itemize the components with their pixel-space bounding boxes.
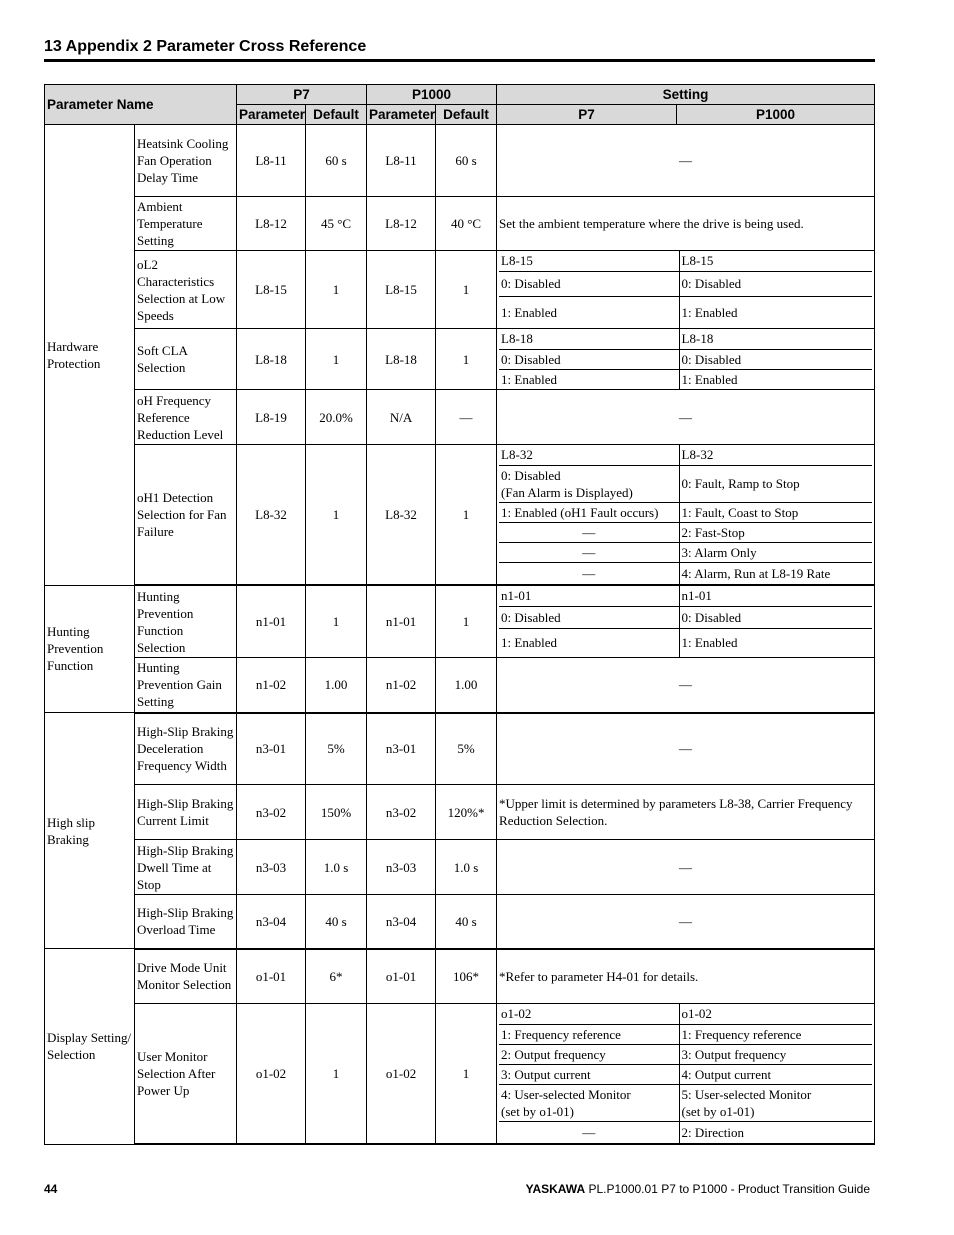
setting-value: — (497, 658, 875, 713)
setting-options (497, 585, 875, 658)
table-row (45, 251, 875, 329)
setting-p1000-value: o1-02 (679, 1004, 872, 1024)
setting-p7-value: 3: Output current (499, 1064, 679, 1084)
table-row (45, 125, 875, 197)
table-row (45, 329, 875, 390)
setting-p1000-value: 3: Alarm Only (679, 542, 872, 562)
p7-default: 5% (306, 713, 367, 785)
header-parameter-name: Parameter Name (45, 85, 237, 125)
p1000-default: 1.00 (436, 658, 497, 713)
p7-default: 60 s (306, 125, 367, 197)
p7-param: n3-01 (237, 713, 306, 785)
setting-p7-value: — (499, 522, 679, 542)
brand-name: YASKAWA (525, 1182, 586, 1196)
setting-p1000-value: 2: Direction (681, 1124, 745, 1140)
p7-param: L8-12 (237, 197, 306, 251)
setting-p7-value: o1-02 (499, 1004, 679, 1024)
parameter-name: High-Slip Braking Deceleration Frequency Width (135, 713, 237, 785)
p7-param: L8-11 (237, 125, 306, 197)
setting-option-row (499, 445, 872, 465)
setting-p1000-value: 1: Enabled (681, 635, 738, 651)
header-p1000-default: Default (436, 105, 497, 125)
p7-param: o1-02 (237, 1004, 306, 1145)
setting-p7-value: 1: Enabled (oH1 Fault occurs) (499, 502, 679, 522)
setting-p1000-value: 1: Fault, Coast to Stop (679, 502, 872, 522)
p7-default: 150% (306, 785, 367, 840)
group-label: Hunting Prevention Function (45, 585, 135, 713)
p1000-param: L8-11 (367, 125, 436, 197)
parameter-name: Drive Mode Unit Monitor Selection (135, 949, 237, 1004)
setting-value: — (497, 713, 875, 785)
setting-p1000-value: L8-15 (679, 251, 872, 271)
setting-p7-value: 0: Disabled (499, 349, 679, 369)
setting-option-row (499, 329, 872, 349)
p1000-param: n3-01 (367, 713, 436, 785)
setting-value: — (497, 125, 875, 197)
p1000-param: n3-02 (367, 785, 436, 840)
setting-option-row (499, 1044, 872, 1064)
table-row (45, 390, 875, 445)
setting-p1000-value: 4: Output current (679, 1064, 872, 1084)
group-label: High slip Braking (45, 713, 135, 949)
setting-option-row (499, 465, 872, 502)
p7-param: L8-32 (237, 445, 306, 586)
header-p1000: P1000 (367, 85, 497, 105)
setting-p7-value: 1: Enabled (499, 369, 679, 389)
p1000-default: 120%* (436, 785, 497, 840)
table-row (45, 658, 875, 713)
setting-p1000-value: 0: Disabled (679, 271, 872, 296)
parameter-name: Soft CLA Selection (135, 329, 237, 390)
section-title: 13 Appendix 2 Parameter Cross Reference (44, 38, 367, 55)
p1000-param: o1-01 (367, 949, 436, 1004)
setting-options (497, 1004, 875, 1145)
p1000-param: n1-02 (367, 658, 436, 713)
setting-p1000-value: 1: Enabled (681, 304, 738, 320)
p7-default: 1 (306, 1004, 367, 1145)
setting-p1000-value: L8-18 (679, 329, 872, 349)
p7-default: 45 °C (306, 197, 367, 251)
p1000-default: 1 (436, 251, 497, 329)
header-setting-p1000: P1000 (677, 105, 875, 125)
parameter-name: High-Slip Braking Overload Time (135, 895, 237, 949)
guide-name: PL.P1000.01 P7 to P1000 - Product Transition Guide (585, 1182, 870, 1196)
p7-default: 1 (306, 251, 367, 329)
setting-p7-value: 2: Output frequency (499, 1044, 679, 1064)
group-label: Display Setting/ Selection (45, 949, 135, 1145)
setting-p7-value: n1-01 (499, 586, 679, 606)
p7-param: n1-01 (237, 585, 306, 658)
p7-default: 1 (306, 585, 367, 658)
parameter-name: Hunting Prevention Gain Setting (135, 658, 237, 713)
setting-option-row (499, 562, 872, 584)
p1000-default: 106* (436, 949, 497, 1004)
setting-p1000-value: 5: User-selected Monitor (set by o1-01) (679, 1084, 872, 1121)
setting-p1000-value: n1-01 (679, 586, 872, 606)
p1000-default: — (436, 390, 497, 445)
setting-options (497, 329, 875, 390)
setting-p7-value: — (499, 1121, 679, 1143)
p1000-default: 1 (436, 585, 497, 658)
setting-p7-value: 0: Disabled (499, 606, 679, 628)
parameter-name: High-Slip Braking Dwell Time at Stop (135, 840, 237, 895)
parameter-name: Ambient Temperature Setting (135, 197, 237, 251)
p1000-default: 1 (436, 445, 497, 586)
header-p7: P7 (237, 85, 367, 105)
table-row (45, 840, 875, 895)
setting-p1000-value: L8-32 (679, 445, 872, 465)
header-p7-default: Default (306, 105, 367, 125)
header-setting: Setting (497, 85, 875, 105)
setting-option-row (499, 1024, 872, 1044)
setting-option-row (499, 542, 872, 562)
setting-p1000-value: 0: Fault, Ramp to Stop (679, 465, 872, 502)
p7-default: 1.00 (306, 658, 367, 713)
setting-option-row (499, 628, 872, 657)
p1000-param: n1-01 (367, 585, 436, 658)
p1000-param: L8-32 (367, 445, 436, 586)
parameter-name: High-Slip Braking Current Limit (135, 785, 237, 840)
setting-p7-value: 0: Disabled (499, 271, 679, 296)
setting-option-row (499, 1064, 872, 1084)
setting-option-row (499, 296, 872, 328)
setting-p7-value: — (499, 542, 679, 562)
setting-p7-value: — (499, 562, 679, 584)
setting-option-row (499, 271, 872, 296)
table-row (45, 895, 875, 949)
parameter-name: oL2 Characteristics Selection at Low Speeds (135, 251, 237, 329)
table-row (45, 949, 875, 1004)
table-row (45, 197, 875, 251)
guide-title (526, 1182, 870, 1196)
header-rule (44, 59, 875, 62)
setting-p1000-value: 0: Disabled (679, 606, 872, 628)
setting-p7-value: L8-32 (499, 445, 679, 465)
p1000-default: 1 (436, 1004, 497, 1145)
parameter-name: Heatsink Cooling Fan Operation Delay Time (135, 125, 237, 197)
setting-option-row (499, 369, 872, 389)
p7-param: n1-02 (237, 658, 306, 713)
setting-value: — (497, 390, 875, 445)
table-row (45, 713, 875, 785)
setting-p1000-value: 2: Fast-Stop (679, 522, 872, 542)
p1000-default: 1.0 s (436, 840, 497, 895)
setting-option-row (499, 586, 872, 606)
header-setting-p7: P7 (497, 105, 677, 125)
table-row (45, 445, 875, 586)
table-row (45, 785, 875, 840)
setting-options-table (499, 586, 872, 657)
setting-value: *Refer to parameter H4-01 for details. (497, 949, 875, 1004)
setting-option-row (499, 1004, 872, 1024)
header-p1000-parameter: Parameter (367, 105, 436, 125)
setting-p7-value: L8-15 (499, 251, 679, 271)
setting-options (497, 445, 875, 586)
setting-p1000-value: 0: Disabled (679, 349, 872, 369)
p7-param: o1-01 (237, 949, 306, 1004)
p7-default: 1 (306, 445, 367, 586)
p1000-param: L8-12 (367, 197, 436, 251)
setting-option-row (499, 522, 872, 542)
p7-param: L8-18 (237, 329, 306, 390)
parameter-name: oH Frequency Reference Reduction Level (135, 390, 237, 445)
setting-option-row (499, 502, 872, 522)
p7-default: 6* (306, 949, 367, 1004)
p7-default: 20.0% (306, 390, 367, 445)
p1000-param: o1-02 (367, 1004, 436, 1145)
p1000-default: 1 (436, 329, 497, 390)
setting-value: Set the ambient temperature where the drive is being used. (497, 197, 875, 251)
p1000-param: n3-03 (367, 840, 436, 895)
p7-param: n3-03 (237, 840, 306, 895)
parameter-name: User Monitor Selection After Power Up (135, 1004, 237, 1145)
table-row (45, 585, 875, 658)
setting-options (497, 251, 875, 329)
setting-p1000-value: 1: Frequency reference (679, 1024, 872, 1044)
setting-p7-value: 0: Disabled (Fan Alarm is Displayed) (499, 465, 679, 502)
p7-param: L8-19 (237, 390, 306, 445)
group-label: Hardware Protection (45, 125, 135, 586)
setting-value: — (497, 840, 875, 895)
setting-options-table (499, 329, 872, 389)
p1000-default: 60 s (436, 125, 497, 197)
setting-p7-value: 4: User-selected Monitor (set by o1-01) (499, 1084, 679, 1121)
p7-param: n3-04 (237, 895, 306, 949)
setting-p1000-value: 1: Enabled (681, 371, 738, 387)
setting-value: — (497, 895, 875, 949)
p1000-param: L8-18 (367, 329, 436, 390)
setting-option-row (499, 606, 872, 628)
p7-param: n3-02 (237, 785, 306, 840)
setting-options-table (499, 445, 872, 584)
p1000-param: N/A (367, 390, 436, 445)
setting-option-row (499, 1084, 872, 1121)
page-number: 44 (44, 1182, 58, 1196)
setting-p7-value: L8-18 (499, 329, 679, 349)
setting-options-table (499, 251, 872, 328)
p1000-default: 5% (436, 713, 497, 785)
setting-p1000-value: 3: Output frequency (679, 1044, 872, 1064)
p7-default: 1 (306, 329, 367, 390)
setting-p7-value: 1: Enabled (499, 628, 679, 657)
parameter-table (44, 84, 875, 1145)
setting-p7-value: 1: Enabled (499, 296, 679, 328)
setting-p1000-value: 4: Alarm, Run at L8-19 Rate (681, 565, 831, 581)
p1000-default: 40 °C (436, 197, 497, 251)
setting-option-row (499, 349, 872, 369)
parameter-name: Hunting Prevention Function Selection (135, 585, 237, 658)
p7-param: L8-15 (237, 251, 306, 329)
table-row (45, 1004, 875, 1145)
p7-default: 1.0 s (306, 840, 367, 895)
setting-options-table (499, 1004, 872, 1143)
parameter-name: oH1 Detection Selection for Fan Failure (135, 445, 237, 586)
setting-option-row (499, 1121, 872, 1143)
p1000-param: L8-15 (367, 251, 436, 329)
setting-value: *Upper limit is determined by parameters L8-38, Carrier Frequency Reduction Selection. (497, 785, 875, 840)
p7-default: 40 s (306, 895, 367, 949)
setting-option-row (499, 251, 872, 271)
setting-p7-value: 1: Frequency reference (499, 1024, 679, 1044)
p1000-param: n3-04 (367, 895, 436, 949)
p1000-default: 40 s (436, 895, 497, 949)
header-p7-parameter: Parameter (237, 105, 306, 125)
